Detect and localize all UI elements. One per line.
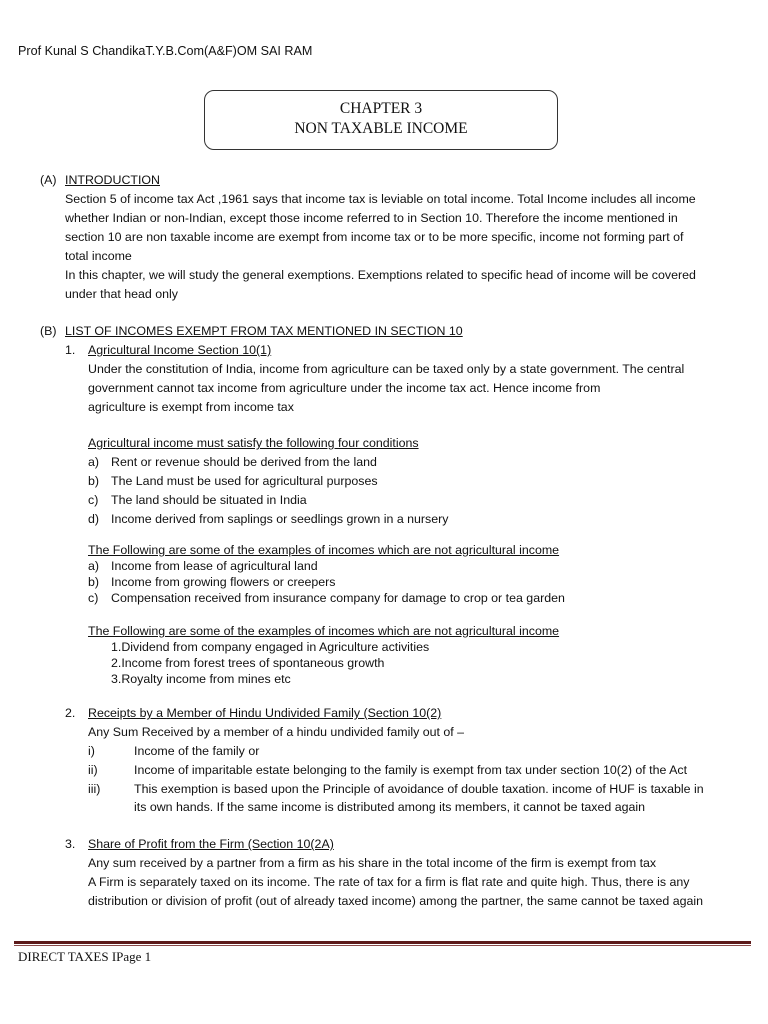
condition-marker: b) — [88, 474, 100, 488]
section-a-heading: INTRODUCTION — [65, 173, 160, 187]
point-marker: i) — [88, 744, 95, 758]
intro-line-5: In this chapter, we will study the general exemptions. Exemptions related to specific head of income will be covered — [65, 268, 696, 282]
footer-rule — [14, 941, 751, 944]
example-text: Income from lease of agricultural land — [111, 559, 318, 573]
item-1-line-2: government cannot tax income from agriculture under the income tax act. Hence income from — [88, 381, 601, 395]
item-3-title: Share of Profit from the Firm (Section 10(2A) — [88, 837, 334, 851]
condition-text: Rent or revenue should be derived from the land — [111, 455, 377, 469]
example-text: Income from growing flowers or creepers — [111, 575, 336, 589]
examples-1-heading: The Following are some of the examples of incomes which are not agricultural income — [88, 543, 560, 557]
section-b-heading: LIST OF INCOMES EXEMPT FROM TAX MENTIONED IN SECTION 10 — [65, 324, 463, 338]
item-2-number: 2. — [65, 706, 76, 720]
item-1-line-1: Under the constitution of India, income from agriculture can be taxed only by a state government. The central — [88, 362, 685, 376]
item-3-line-2: A Firm is separately taxed on its income. The rate of tax for a firm is flat rate and quite high. Thus, there is any — [88, 875, 690, 889]
item-3-line-1: Any sum received by a partner from a firm as his share in the total income of the firm is exempt from tax — [88, 856, 657, 870]
chapter-title: NON TAXABLE INCOME — [294, 120, 468, 137]
example-marker: b) — [88, 575, 100, 589]
condition-text: Income derived from saplings or seedlings grown in a nursery — [111, 512, 449, 526]
point-text-continued: its own hands. If the same income is distributed among its members, it cannot be taxed again — [134, 800, 646, 814]
example-2-line: 3.Royalty income from mines etc — [111, 672, 291, 686]
item-3-number: 3. — [65, 837, 76, 851]
point-marker: iii) — [88, 782, 101, 796]
point-text: Income of the family or — [134, 744, 260, 758]
intro-line-2: whether Indian or non-Indian, except those income referred to in Section 10. Therefore the income mentioned in — [65, 211, 678, 225]
condition-marker: c) — [88, 493, 99, 507]
example-marker: a) — [88, 559, 100, 573]
intro-line-1: Section 5 of income tax Act ,1961 says that income tax is leviable on total income. Total Income includes all income — [65, 192, 696, 206]
item-1-number: 1. — [65, 343, 76, 357]
example-text: Compensation received from insurance company for damage to crop or tea garden — [111, 591, 565, 605]
example-2-line: 2.Income from forest trees of spontaneous growth — [111, 656, 385, 670]
conditions-heading: Agricultural income must satisfy the following four conditions — [88, 436, 419, 450]
item-1-line-3: agriculture is exempt from income tax — [88, 400, 294, 414]
condition-text: The land should be situated in India — [111, 493, 307, 507]
section-a-marker: (A) — [40, 173, 57, 187]
point-text: This exemption is based upon the Principle of avoidance of double taxation. income of HUF is taxable in — [134, 782, 704, 796]
example-marker: c) — [88, 591, 99, 605]
item-3-line-3: distribution or division of profit (out of already taxed income) among the partner, the same cannot be taxed again — [88, 894, 704, 908]
condition-marker: a) — [88, 455, 100, 469]
item-1-title: Agricultural Income Section 10(1) — [88, 343, 272, 357]
condition-marker: d) — [88, 512, 100, 526]
footer-rule-thin — [14, 945, 751, 946]
condition-text: The Land must be used for agricultural purposes — [111, 474, 378, 488]
chapter-title-box — [204, 90, 558, 150]
item-2-intro: Any Sum Received by a member of a hindu undivided family out of – — [88, 725, 465, 739]
page-footer: DIRECT TAXES IPage 1 — [18, 949, 152, 964]
example-2-line: 1.Dividend from company engaged in Agriculture activities — [111, 640, 430, 654]
item-2-title: Receipts by a Member of Hindu Undivided Family (Section 10(2) — [88, 706, 442, 720]
running-header: Prof Kunal S ChandikaT.Y.B.Com(A&F)OM SAI RAM — [18, 44, 313, 58]
point-marker: ii) — [88, 763, 98, 777]
intro-line-3: section 10 are non taxable income are exempt from income tax or to be more specific, income not forming part of — [65, 230, 684, 244]
point-text: Income of imparitable estate belonging to the family is exempt from tax under section 10(2) of the Act — [134, 763, 688, 777]
examples-2-heading: The Following are some of the examples of incomes which are not agricultural income — [88, 624, 560, 638]
section-b-marker: (B) — [40, 324, 57, 338]
intro-line-4: total income — [65, 249, 132, 263]
chapter-number: CHAPTER 3 — [339, 100, 423, 117]
intro-line-6: under that head only — [65, 287, 178, 301]
